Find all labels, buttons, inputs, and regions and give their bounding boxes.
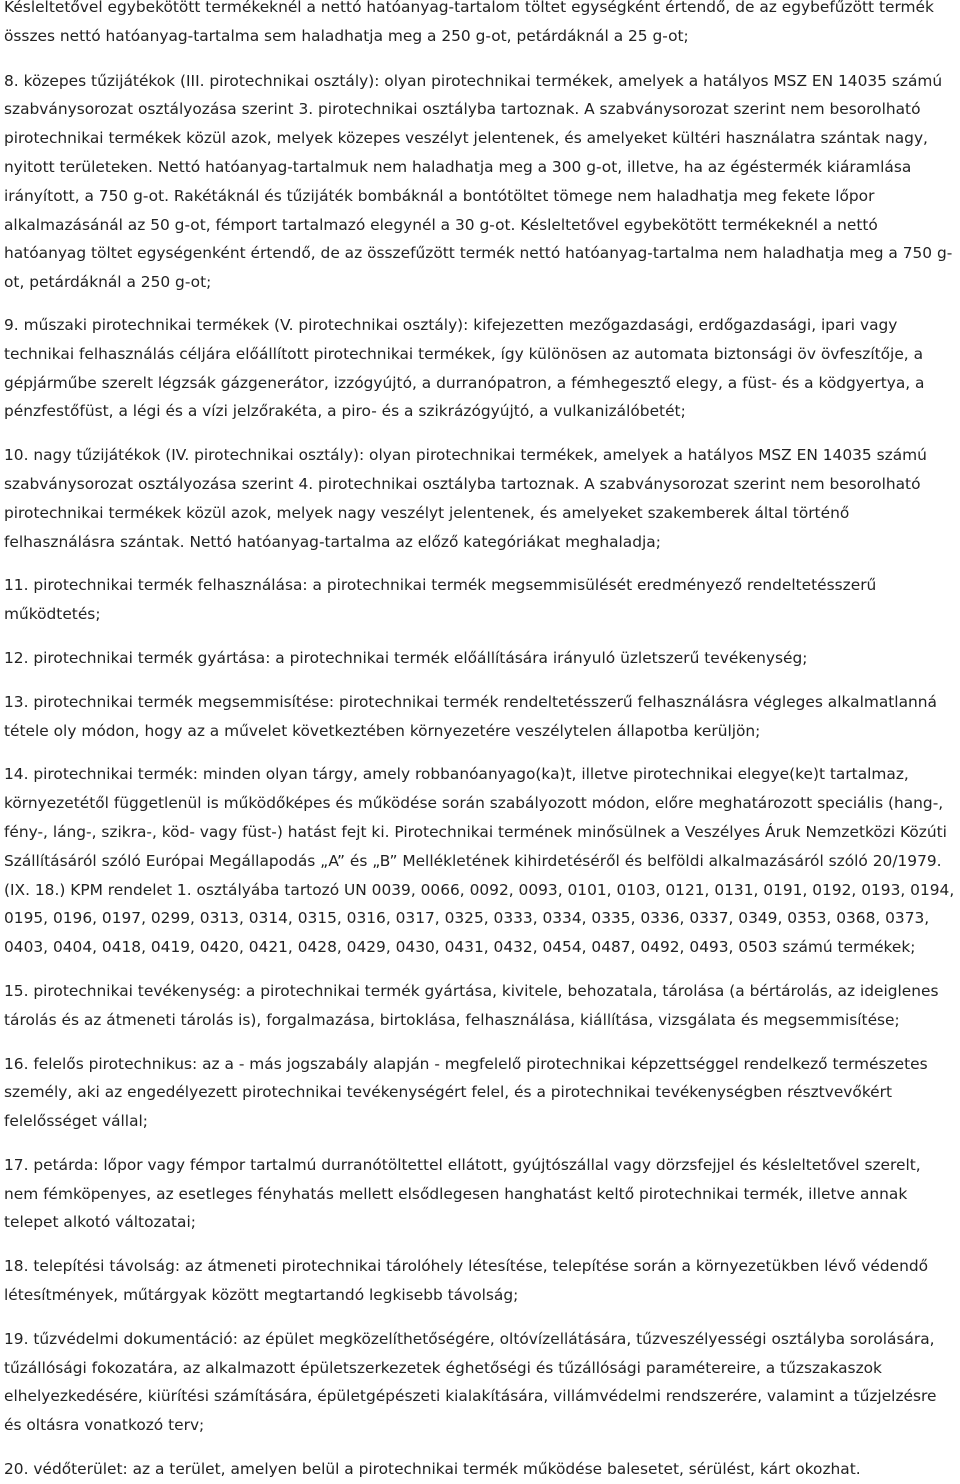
- paragraph-14-pyrotechnic-product: 14. pirotechnikai termék: minden olyan tárgy, amely robbanóanyago(ka)t, illetve pirotechnikai elegye(ke)t tartalmaz, környezetétől függetlenül is működőképes és működése során szabályozott módon, előre meghatározott speciális (hang-, fény-, láng-, szikra-, köd- vagy füst-) hatást fejt ki. Pirotechnikai termének minősülnek a Veszélyes Áruk Nemzetközi Közúti Szállításáról szóló Európai Megállapodás „A” és „B” Mellékletének kihirdetéséről és belföldi alkalmazásáról szóló 20/1979. (IX. 18.) KPM rendelet 1. osztályába tartozó UN 0039, 0066, 0092, 0093, 0101, 0103, 0121, 0131, 0191, 0192, 0193, 0194, 0195, 0196, 0197, 0299, 0313, 0314, 0315, 0316, 0317, 0325, 0333, 0334, 0335, 0336, 0337, 0349, 0353, 0368, 0373, 0403, 0404, 0418, 0419, 0420, 0421, 0428, 0429, 0430, 0431, 0432, 0454, 0487, 0492, 0493, 0503 számú termékek;: [4, 765, 955, 957]
- paragraph-20-protected-area: 20. védőterület: az a terület, amelyen belül a pirotechnikai termék működése balesetet, sérülést, kárt okozhat.: [4, 1460, 861, 1479]
- paragraph-8-medium-fireworks: 8. közepes tűzijátékok (III. pirotechnikai osztály): olyan pirotechnikai termékek, amelyek a hatályos MSZ EN 14035 számú szabványsorozat osztályozása szerint 3. pirotechnikai osztályba tartoznak. A szabványsorozat szerint nem besorolható pirotechnikai termékek közül azok, melyek közepes veszélyt jelentenek, és amelyeket kültéri használatra szántak nagy, nyitott területeken. Nettó hatóanyag-tartalmuk nem haladhatja meg a 300 g-ot, illetve, ha az égéstermék kiáramlása irányított, a 750 g-ot. Rakétáknál és tűzijáték bombáknál a bontótöltet tömege nem haladhatja meg fekete lőpor alkalmazásánál az 50 g-ot, fémport tartalmazó elegynél a 30 g-ot. Késleltetővel egybekötött termékeknél a nettó hatóanyag töltet egységenként értendő, de az összefűzött termék nettó hatóanyag-tartalma nem haladhatja meg a 750 g-ot, petárdáknál a 250 g-ot;: [4, 71, 953, 292]
- paragraph-18-installation-distance: 18. telepítési távolság: az átmeneti pirotechnikai tárolóhely létesítése, telepítése során a környezetükben lévő védendő létesítmények, műtárgyak között megtartandó legkisebb távolság;: [4, 1257, 929, 1305]
- paragraph-13-destruction: 13. pirotechnikai termék megsemmisítése: pirotechnikai termék rendeltetésszerű felhasználásra végleges alkalmatlanná tétele oly módon, hogy az a művelet következtében környezetére veszélytelen állapotba kerüljön;: [4, 692, 937, 740]
- paragraph-19-fire-documentation: 19. tűzvédelmi dokumentáció: az épület megközelíthetőségére, oltóvízellátására, tűzveszélyességi osztályba sorolására, tűzállósági fokozatára, az alkalmazott épületszerkezetek éghetőségi és tűzállósági paramétereire, a tűzszakaszok elhelyezkedésére, kiürítési számítására, épületgépészeti kialakítására, villámvédelmi rendszerére, valamint a tűzjelzésre és oltásra vonatkozó terv;: [4, 1329, 937, 1435]
- paragraph-9-technical-pyrotechnics: 9. műszaki pirotechnikai termékek (V. pirotechnikai osztály): kifejezetten mezőgazdasági, erdőgazdasági, ipari vagy technikai felhasználás céljára előállított pirotechnikai termékek, így különösen az automata biztonsági öv övfeszítője, a gépjárműbe szerelt légzsák gázgenerátor, izzógyújtó, a durranópatron, a fémhegesztő elegy, a füst- és a ködgyertya, a pénzfestőfüst, a légi és a vízi jelzőrakéta, a piro- és a szikrázógyújtó, a vulkanizálóbetét;: [4, 315, 925, 421]
- paragraph-intro-continuation: Késleltetővel egybekötött termékeknél a nettó hatóanyag-tartalom töltet egységként értendő, de az egybefűzött termék összes nettó hatóanyag-tartalma sem haladhatja meg a 250 g-ot, petárdáknál a 25 g-ot;: [4, 0, 934, 45]
- paragraph-16-responsible-pyrotechnician: 16. felelős pirotechnikus: az a - más jogszabály alapján - megfelelő pirotechnikai képzettséggel rendelkező természetes személy, aki az engedélyezett pirotechnikai tevékenységért felel, és a pirotechnikai tevékenységben résztvevőkért felelősséget vállal;: [4, 1054, 928, 1131]
- paragraph-11-usage: 11. pirotechnikai termék felhasználása: a pirotechnikai termék megsemmisülését eredményező rendeltetésszerű működtetés;: [4, 576, 877, 624]
- document-body: [4, 0, 958, 1484]
- paragraph-15-pyrotechnic-activity: 15. pirotechnikai tevékenység: a pirotechnikai termék gyártása, kivitele, behozatala, tárolása (a bértárolás, az ideiglenes tárolás és az átmeneti tárolás is), forgalmazása, birtoklása, felhasználása, kiállítása, vizsgálata és megsemmisítése;: [4, 981, 939, 1029]
- paragraph-17-firecracker: 17. petárda: lőpor vagy fémpor tartalmú durranótöltettel ellátott, gyújtószállal vagy dörzsfejjel és késleltetővel szerelt, nem fémköpenyes, az esetleges fényhatás mellett elsődlegesen hanghatást keltő pirotechnikai termék, illetve annak telepet alkotó változatai;: [4, 1155, 921, 1232]
- paragraph-10-large-fireworks: 10. nagy tűzijátékok (IV. pirotechnikai osztály): olyan pirotechnikai termékek, amelyek a hatályos MSZ EN 14035 számú szabványsorozat osztályozása szerint 4. pirotechnikai osztályba tartoznak. A szabványsorozat szerint nem besorolható pirotechnikai termékek közül azok, melyek nagy veszélyt jelentenek, és amelyeket szakemberek által történő felhasználásra szántak. Nettó hatóanyag-tartalma az előző kategóriákat meghaladja;: [4, 446, 927, 551]
- paragraph-12-manufacturing: 12. pirotechnikai termék gyártása: a pirotechnikai termék előállítására irányuló üzletszerű tevékenység;: [4, 648, 808, 667]
